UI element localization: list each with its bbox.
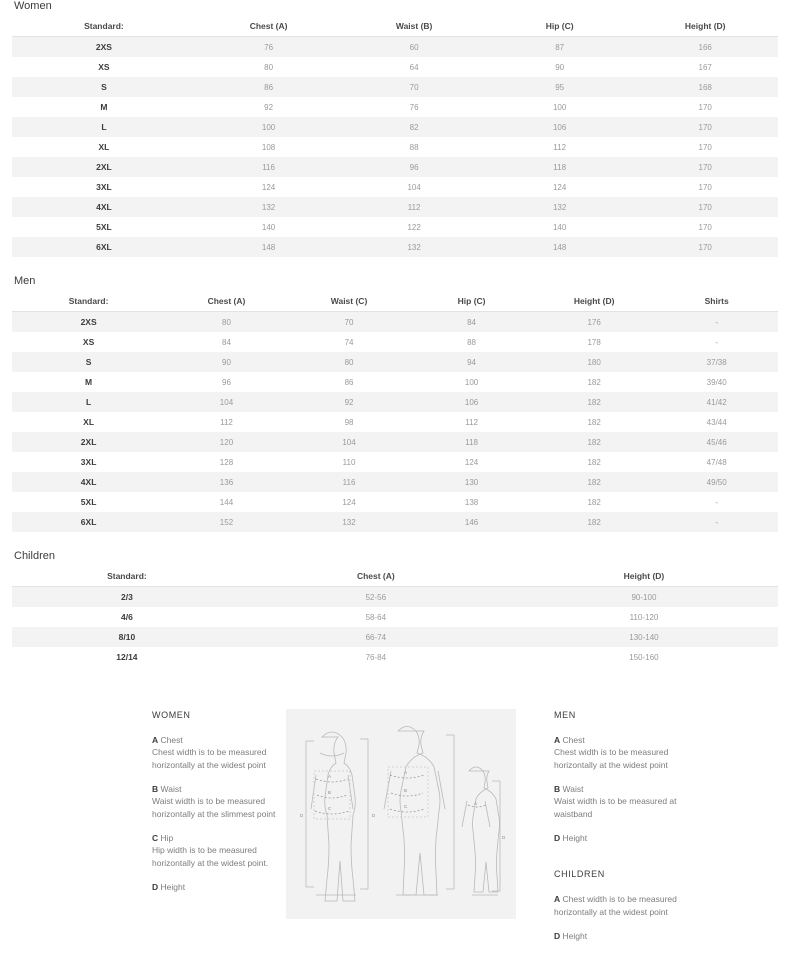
guide-item: [152, 734, 282, 771]
cell: 66-74: [365, 632, 387, 642]
cell: 80: [344, 357, 354, 367]
svg-text:B: B: [328, 790, 332, 795]
svg-text:D: D: [372, 813, 376, 818]
cell: 182: [587, 377, 601, 387]
cell: 104: [342, 437, 356, 447]
cell: 76: [264, 42, 274, 52]
table-row: [12, 627, 778, 647]
guide-item: [554, 930, 684, 942]
cell: 52-56: [365, 592, 387, 602]
svg-text:B: B: [404, 788, 408, 793]
cell: 87: [555, 42, 565, 52]
cell: 122: [407, 222, 421, 232]
women-guide: [152, 709, 282, 905]
cell: 112: [465, 417, 478, 427]
guide-name: Chest: [562, 735, 585, 746]
cell: 76: [409, 102, 419, 112]
cell: 70: [409, 82, 419, 92]
cell: 112: [220, 417, 233, 427]
cell: 182: [587, 417, 601, 427]
cell: 118: [553, 162, 567, 172]
cell: 112: [407, 202, 421, 212]
size-standard: XS: [82, 337, 95, 347]
cell: 92: [264, 102, 274, 112]
cell: 96: [409, 162, 419, 172]
cell: 148: [552, 242, 567, 252]
cell: 88: [409, 142, 419, 152]
men-section: [12, 275, 778, 532]
size-standard: XL: [98, 142, 110, 152]
size-standard: 4/6: [120, 612, 133, 622]
table-row: [12, 392, 778, 412]
cell: 90-100: [631, 592, 657, 602]
cell: 176: [587, 317, 601, 327]
cell: 150-160: [629, 652, 659, 662]
size-standard: S: [85, 357, 92, 367]
cell: 110-120: [629, 612, 659, 622]
table-row: [12, 177, 778, 197]
cell: 96: [222, 377, 231, 387]
cell: 41/42: [706, 397, 727, 407]
guide-desc: Chest width is to be measured horizontally at the widest point: [554, 747, 669, 770]
guide-name: Chest width is to be measured horizontally at the widest point: [554, 894, 677, 917]
women-guide-heading: WOMEN: [152, 710, 191, 720]
size-standard: L: [86, 397, 92, 407]
guide-item: [554, 783, 684, 820]
table-row: [12, 432, 778, 452]
size-standard: L: [101, 122, 107, 132]
svg-text:A: A: [328, 774, 332, 779]
guide-name: Height: [562, 832, 588, 843]
column-header: Chest (A): [196, 16, 342, 37]
children-guide-heading: CHILDREN: [554, 869, 605, 880]
cell: -: [715, 497, 719, 507]
size-standard: 5XL: [80, 497, 97, 507]
cell: 132: [407, 242, 421, 252]
cell: 170: [698, 142, 712, 152]
size-standard: 4XL: [80, 477, 97, 487]
column-header: Chest (A): [165, 291, 288, 312]
cell: 180: [587, 357, 601, 367]
cell: 90: [555, 62, 565, 72]
cell: 132: [342, 517, 356, 527]
cell: 104: [407, 182, 421, 192]
size-standard: 2/3: [120, 592, 133, 602]
cell: 74: [344, 337, 354, 347]
children-size-table: [12, 566, 778, 667]
men-guide-heading: MEN: [554, 710, 576, 720]
size-standard: 8/10: [118, 632, 136, 642]
cell: 182: [587, 477, 601, 487]
women-size-table: [12, 16, 778, 257]
table-row: [12, 117, 778, 137]
cell: 80: [222, 317, 231, 327]
cell: 47/48: [706, 457, 727, 467]
cell: 168: [698, 82, 712, 92]
table-header-row: [12, 16, 778, 37]
table-header-row: [12, 566, 778, 587]
cell: -: [715, 317, 719, 327]
cell: 37/38: [706, 357, 727, 367]
svg-text:A: A: [474, 801, 478, 806]
guide-letter: D: [554, 832, 561, 843]
cell: 76-84: [365, 652, 387, 662]
guide-name: Chest: [160, 735, 183, 746]
table-row: [12, 217, 778, 237]
table-row: [12, 452, 778, 472]
column-header: Shirts: [655, 291, 778, 312]
cell: 170: [698, 162, 712, 172]
men-section-title: Men: [14, 275, 36, 287]
cell: 45/46: [706, 437, 727, 447]
size-standard: 2XL: [80, 437, 97, 447]
column-header: Waist (B): [341, 16, 487, 37]
cell: 88: [467, 337, 477, 347]
cell: 49/50: [706, 477, 727, 487]
cell: 100: [464, 377, 479, 387]
size-standard: M: [100, 102, 108, 112]
svg-text:D: D: [502, 835, 506, 840]
size-standard: XS: [98, 62, 110, 72]
men-size-table: [12, 291, 778, 532]
table-row: [12, 472, 778, 492]
size-standard: 6XL: [80, 517, 97, 527]
cell: 178: [587, 337, 601, 347]
size-standard: XL: [83, 417, 95, 427]
cell: 60: [409, 42, 419, 52]
women-section-title: Women: [14, 0, 52, 12]
cell: 182: [587, 517, 601, 527]
cell: 152: [219, 517, 234, 527]
cell: 144: [219, 497, 234, 507]
cell: 170: [698, 222, 712, 232]
size-standard: M: [85, 377, 93, 387]
column-header: Standard:: [12, 566, 242, 587]
cell: 140: [261, 222, 276, 232]
cell: -: [715, 337, 719, 347]
guide-item: [554, 832, 684, 844]
cell: 39/40: [706, 377, 727, 387]
column-header: Hip (C): [487, 16, 633, 37]
cell: 170: [698, 202, 712, 212]
column-header: Height (D): [632, 16, 778, 37]
cell: 132: [261, 202, 276, 212]
children-section-title: Children: [14, 550, 55, 562]
cell: 118: [465, 437, 478, 447]
table-row: [12, 372, 778, 392]
table-row: [12, 157, 778, 177]
guide-desc: Waist width is to be measured at waistband: [554, 796, 677, 819]
column-header: Waist (C): [288, 291, 411, 312]
guide-item: [554, 893, 684, 918]
column-header: Hip (C): [410, 291, 533, 312]
table-row: [12, 137, 778, 157]
svg-text:A: A: [404, 770, 408, 775]
guide-letter: A: [554, 735, 561, 746]
cell: 94: [467, 357, 477, 367]
size-standard: 2XS: [95, 42, 112, 52]
column-header: Standard:: [12, 16, 196, 37]
cell: 182: [587, 397, 601, 407]
table-row: [12, 412, 778, 432]
cell: 110: [342, 457, 356, 467]
cell: 92: [344, 397, 354, 407]
svg-text:C: C: [404, 804, 408, 809]
guide-name: Waist: [160, 783, 182, 794]
cell: 166: [698, 42, 712, 52]
size-standard: S: [101, 82, 107, 92]
svg-text:C: C: [328, 806, 332, 811]
table-row: [12, 77, 778, 97]
guide-name: Height: [160, 881, 186, 892]
measurement-guides: [12, 709, 778, 954]
table-row: [12, 492, 778, 512]
guide-name: Hip: [160, 832, 174, 843]
cell: 132: [552, 202, 567, 212]
table-row: [12, 312, 778, 333]
guide-desc: Chest width is to be measured horizontally at the widest point: [152, 747, 267, 770]
body-measurement-figure: [286, 709, 516, 919]
cell: 116: [262, 162, 275, 172]
table-header-row: [12, 291, 778, 312]
cell: 106: [552, 122, 567, 132]
figure-illustration: [286, 709, 516, 919]
cell: 84: [467, 317, 477, 327]
cell: 167: [698, 62, 712, 72]
table-row: [12, 237, 778, 257]
guide-letter: B: [554, 783, 561, 794]
size-standard: 5XL: [96, 222, 112, 232]
cell: 140: [552, 222, 567, 232]
cell: 90: [222, 357, 231, 367]
cell: 128: [219, 457, 234, 467]
table-row: [12, 332, 778, 352]
table-row: [12, 607, 778, 627]
cell: 86: [264, 82, 274, 92]
column-header: Standard:: [12, 291, 165, 312]
column-header: Height (D): [533, 291, 656, 312]
table-row: [12, 647, 778, 667]
guide-name: Waist: [562, 783, 584, 794]
cell: 98: [344, 417, 354, 427]
cell: 120: [219, 437, 234, 447]
cell: 80: [264, 62, 274, 72]
column-header: Height (D): [510, 566, 778, 587]
guide-letter: B: [152, 783, 159, 794]
cell: 104: [219, 397, 234, 407]
guide-letter: A: [152, 735, 159, 746]
column-header: Chest (A): [242, 566, 510, 587]
cell: 84: [222, 337, 231, 347]
guide-letter: A: [554, 894, 561, 905]
cell: 86: [344, 377, 354, 387]
cell: 106: [464, 397, 479, 407]
cell: 130: [464, 477, 479, 487]
guide-item: [554, 734, 684, 771]
cell: 170: [698, 182, 712, 192]
cell: 82: [409, 122, 419, 132]
svg-text:D: D: [300, 813, 304, 818]
cell: 108: [261, 142, 276, 152]
guide-desc: Hip width is to be measured horizontally at the widest point.: [152, 845, 269, 868]
table-row: [12, 587, 778, 608]
size-standard: 4XL: [96, 202, 112, 212]
size-standard: 12/14: [116, 652, 138, 662]
size-standard: 3XL: [80, 457, 97, 467]
table-row: [12, 37, 778, 58]
cell: 124: [464, 457, 479, 467]
guide-item: [152, 881, 282, 893]
cell: 100: [552, 102, 567, 112]
guide-desc: Waist width is to be measured horizontally at the slimmest point: [152, 796, 276, 819]
children-section: [12, 550, 778, 667]
size-standard: 3XL: [96, 182, 112, 192]
guide-item: [152, 832, 282, 869]
cell: 100: [261, 122, 276, 132]
cell: 70: [344, 317, 354, 327]
guide-name: Height: [562, 930, 588, 941]
cell: 148: [261, 242, 276, 252]
cell: 182: [587, 497, 601, 507]
cell: 136: [219, 477, 234, 487]
guide-item: [152, 783, 282, 820]
cell: 170: [698, 242, 712, 252]
cell: 43/44: [706, 417, 727, 427]
guide-letter: D: [152, 881, 159, 892]
size-standard: 6XL: [96, 242, 112, 252]
cell: 112: [553, 142, 567, 152]
cell: 130-140: [629, 632, 659, 642]
women-section: [12, 0, 778, 257]
cell: 182: [587, 437, 601, 447]
guide-letter: C: [152, 832, 159, 843]
size-standard: 2XL: [96, 162, 112, 172]
cell: 138: [464, 497, 479, 507]
cell: 116: [342, 477, 356, 487]
cell: 182: [587, 457, 601, 467]
guide-letter: D: [554, 930, 561, 941]
men-children-guide: [554, 709, 684, 954]
cell: 124: [342, 497, 356, 507]
cell: 170: [698, 102, 712, 112]
cell: 170: [698, 122, 712, 132]
table-row: [12, 57, 778, 77]
table-row: [12, 352, 778, 372]
cell: 124: [552, 182, 567, 192]
cell: -: [715, 517, 719, 527]
cell: 124: [261, 182, 276, 192]
table-row: [12, 512, 778, 532]
table-row: [12, 97, 778, 117]
cell: 64: [409, 62, 419, 72]
cell: 58-64: [365, 612, 387, 622]
cell: 95: [555, 82, 565, 92]
cell: 146: [464, 517, 479, 527]
size-standard: 2XS: [80, 317, 97, 327]
table-row: [12, 197, 778, 217]
